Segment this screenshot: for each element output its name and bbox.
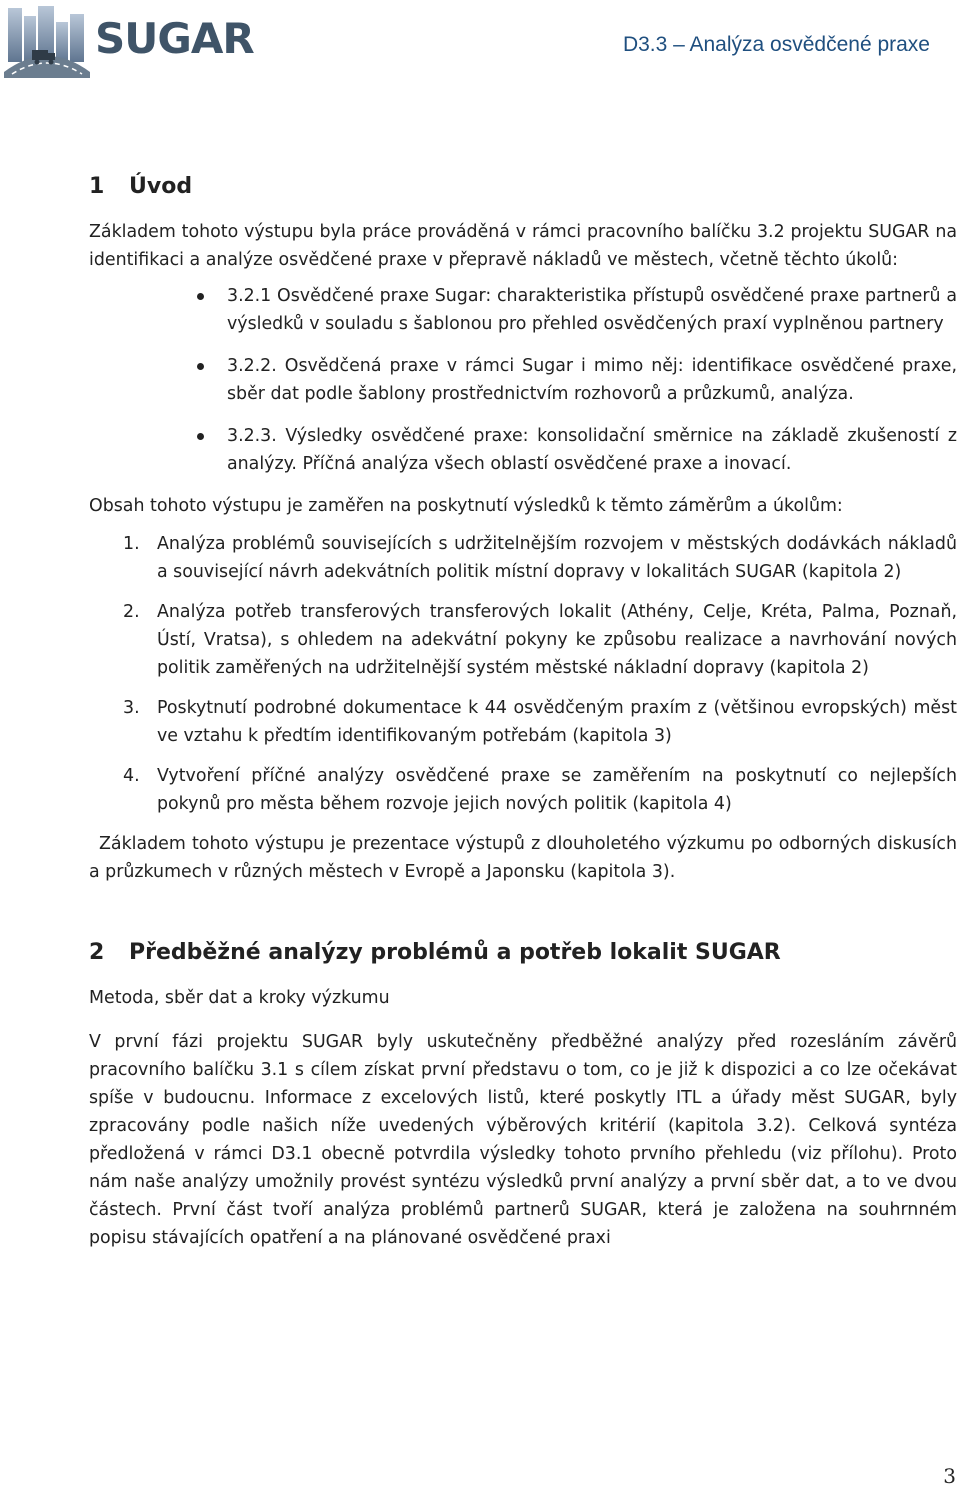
section-2-heading [89,936,957,970]
page-number: 3 [943,1464,956,1488]
body-paragraph: V první fázi projektu SUGAR byly uskutečněny předběžné analýzy před rozesláním závěrů pracovního balíčku 3.1 s cílem získat první představu o tom, co je již k dispozici a co lze očekávat spíše v budoucnu. Informace z excelových listů, které poskytly ITL a úřady měst SUGAR, byly zpracovány podle našich níže uvedených výběrových kritérií (kapitola 3.2). Celková syntéza předložená v rámci D3.1 obecně potvrdila výsledky tohoto prvního přehledu (viz přílohu). Proto nám naše analýzy umožnily provést syntézu výsledků první analýzy a první sběr dat, a to ve dvou částech. První část tvoří analýza problémů partnerů SUGAR, která je založena na souhrnném popisu stávajících opatření a na plánované osvědčené praxi [89,1032,957,1248]
content-lead-paragraph: Obsah tohoto výstupu je zaměřen na poskytnutí výsledků k těmto záměrům a úkolům: [89,496,843,516]
bullet-icon [197,293,204,300]
goals-numbered-list [89,530,957,818]
list-item: 3.2.2. Osvědčená praxe v rámci Sugar i mimo něj: identifikace osvědčené praxe, sběr dat podle šablony prostřednictvím rozhovorů a průzkumů, analýza. [89,352,957,408]
list-item: 1. Analýza problémů souvisejících s udržitelnějším rozvojem v městských dodávkách nákladů a související návrh adekvátních politik místní dopravy v lokalitách SUGAR (kapitola 2) [123,534,957,582]
section-number: 1 [89,174,105,199]
list-item: 3. Poskytnutí podrobné dokumentace k 44 osvědčeným praxím z (většinou evropských) měst ve vztahu k předtím identifikovaným potřebám (kapitola 3) [123,698,957,746]
list-item: 3.2.1 Osvědčené praxe Sugar: charakteristika přístupů osvědčené praxe partnerů a výsledků v souladu s šablonou pro přehled osvědčených praxí vyplněnou partnery [89,282,957,338]
subheading: Metoda, sběr dat a kroky výzkumu [89,988,390,1008]
task-bullet-list [89,282,957,478]
bullet-icon [197,363,204,370]
document-title: D3.3 – Analýza osvědčené praxe [622,33,930,56]
closing-paragraph: Základem tohoto výstupu je prezentace výstupů z dlouholetého výzkumu po odborných diskusích a průzkumech v různých městech v Evropě a Japonsku (kapitola 3). [89,834,957,882]
document-body [89,150,957,1252]
list-item: 2. Analýza potřeb transferových transferových lokalit (Athény, Celje, Kréta, Palma, Poznaň, Ústí, Vratsa), s ohledem na adekvátní pokyny ke způsobu realizace a navrhování nových politik zaměřených na udržitelnější systém městské nákladní dopravy (kapitola 2) [123,602,957,678]
sugar-logo-icon [2,2,92,78]
intro-paragraph: Základem tohoto výstupu byla práce prováděná v rámci pracovního balíčku 3.2 projektu SUGAR na identifikaci a analýze osvědčené praxe v přepravě nákladů ve městech, včetně těchto úkolů: [89,222,957,270]
bullet-icon [197,433,204,440]
page-header [0,0,960,90]
section-1-heading [89,170,957,204]
section-title: Předběžné analýzy problémů a potřeb lokalit SUGAR [129,940,781,965]
logo-text: SUGAR [95,14,254,63]
list-item: 4. Vytvoření příčné analýzy osvědčené praxe se zaměřením na poskytnutí co nejlepších pokynů pro města během rozvoje jejich nových politik (kapitola 4) [123,766,957,814]
section-title: Úvod [129,174,193,199]
section-number: 2 [89,940,105,965]
list-item: 3.2.3. Výsledky osvědčené praxe: konsolidační směrnice na základě zkušeností z analýzy. Příčná analýza všech oblastí osvědčené praxe a inovací. [89,422,957,478]
